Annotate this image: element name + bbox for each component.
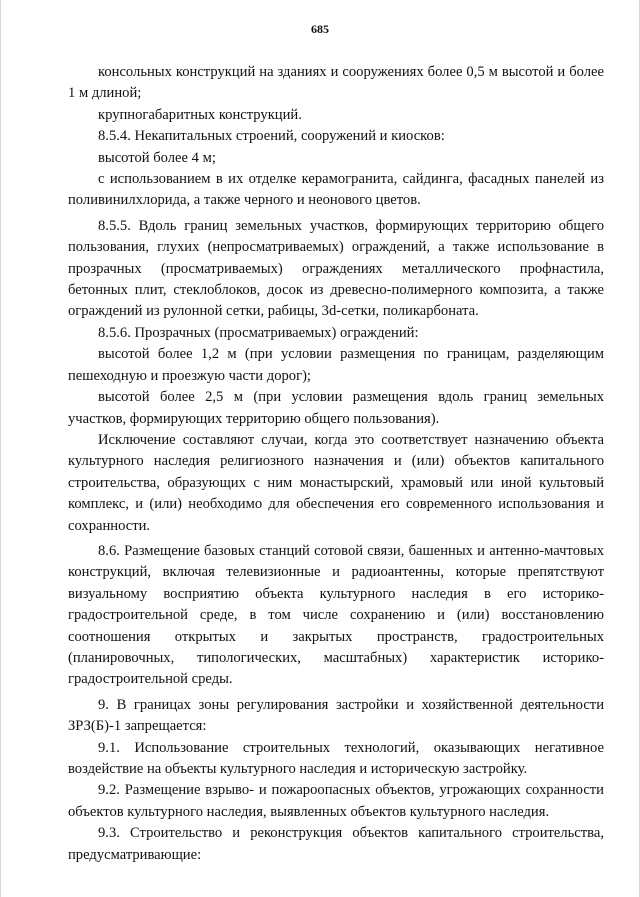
paragraph: 9.2. Размещение взрыво- и пожароопасных объектов, угрожающих сохранности объектов культурного наследия, выявленных объектов культурного наследия. (68, 782, 604, 820)
paragraph: 9. В границах зоны регулирования застройки и хозяйственной деятельности ЗРЗ(Б)-1 запрещается: (68, 696, 604, 735)
page-number: 685 (311, 22, 329, 36)
paragraph: 8.6. Размещение базовых станций сотовой связи, башенных и антенно-мачтовых конструкций, включая телевизионные и радиоантенны, которые препятствуют визуальному восприятию объекта культурного наследия в его историко-градостроительной среде, в том числе сохранению и (или) восстановлению соотношения открытых и закрытых пространств, градостроительных (планировочных, типологических, масштабных) характеристик историко-градостроительной среды. (68, 542, 604, 688)
paragraph: высотой более 2,5 м (при условии размещения вдоль границ земельных участков, формирующих территорию общего пользования). (68, 389, 604, 427)
paragraph: Исключение составляют случаи, когда это соответствует назначению объекта культурного наследия религиозного назначения и (или) объектов капитального строительства, образующих с ним монастырский, храмовый или иной культовый комплекс, и (или) необходимо для обеспечения его современного использования и сохранности. (68, 431, 604, 534)
paragraph: 8.5.4. Некапитальных строений, сооружений и киосков: (98, 128, 445, 145)
paragraph: высотой более 4 м; (98, 149, 216, 166)
paragraph: крупногабаритных конструкций. (98, 106, 302, 123)
document-body (68, 62, 604, 866)
paragraph: высотой более 1,2 м (при условии размещения по границам, разделяющим пешеходную и проезжую части дорог); (68, 346, 604, 384)
paragraph: консольных конструкций на зданиях и сооружениях более 0,5 м высотой и более 1 м длиной; (68, 64, 604, 102)
paragraph: 8.5.6. Прозрачных (просматриваемых) ограждений: (98, 324, 419, 341)
paragraph: 9.3. Строительство и реконструкция объектов капитального строительства, предусматривающие: (68, 825, 604, 863)
paragraph: 9.1. Использование строительных технологий, оказывающих негативное воздействие на объекты культурного наследия и историческую застройку. (68, 739, 604, 777)
paragraph: с использованием в их отделке керамогранита, сайдинга, фасадных панелей из поливинилхлорида, а также черного и неонового цветов. (68, 171, 604, 209)
paragraph: 8.5.5. Вдоль границ земельных участков, формирующих территорию общего пользования, глухих (непросматриваемых) ограждений, а также использование в прозрачных (просматриваемых) ограждениях металлического профнастила, бетонных плит, стеклоблоков, досок из древесно-полимерного композита, а также ограждений из рулонной сетки, рабицы, 3d-сетки, поликарбоната. (68, 217, 604, 320)
